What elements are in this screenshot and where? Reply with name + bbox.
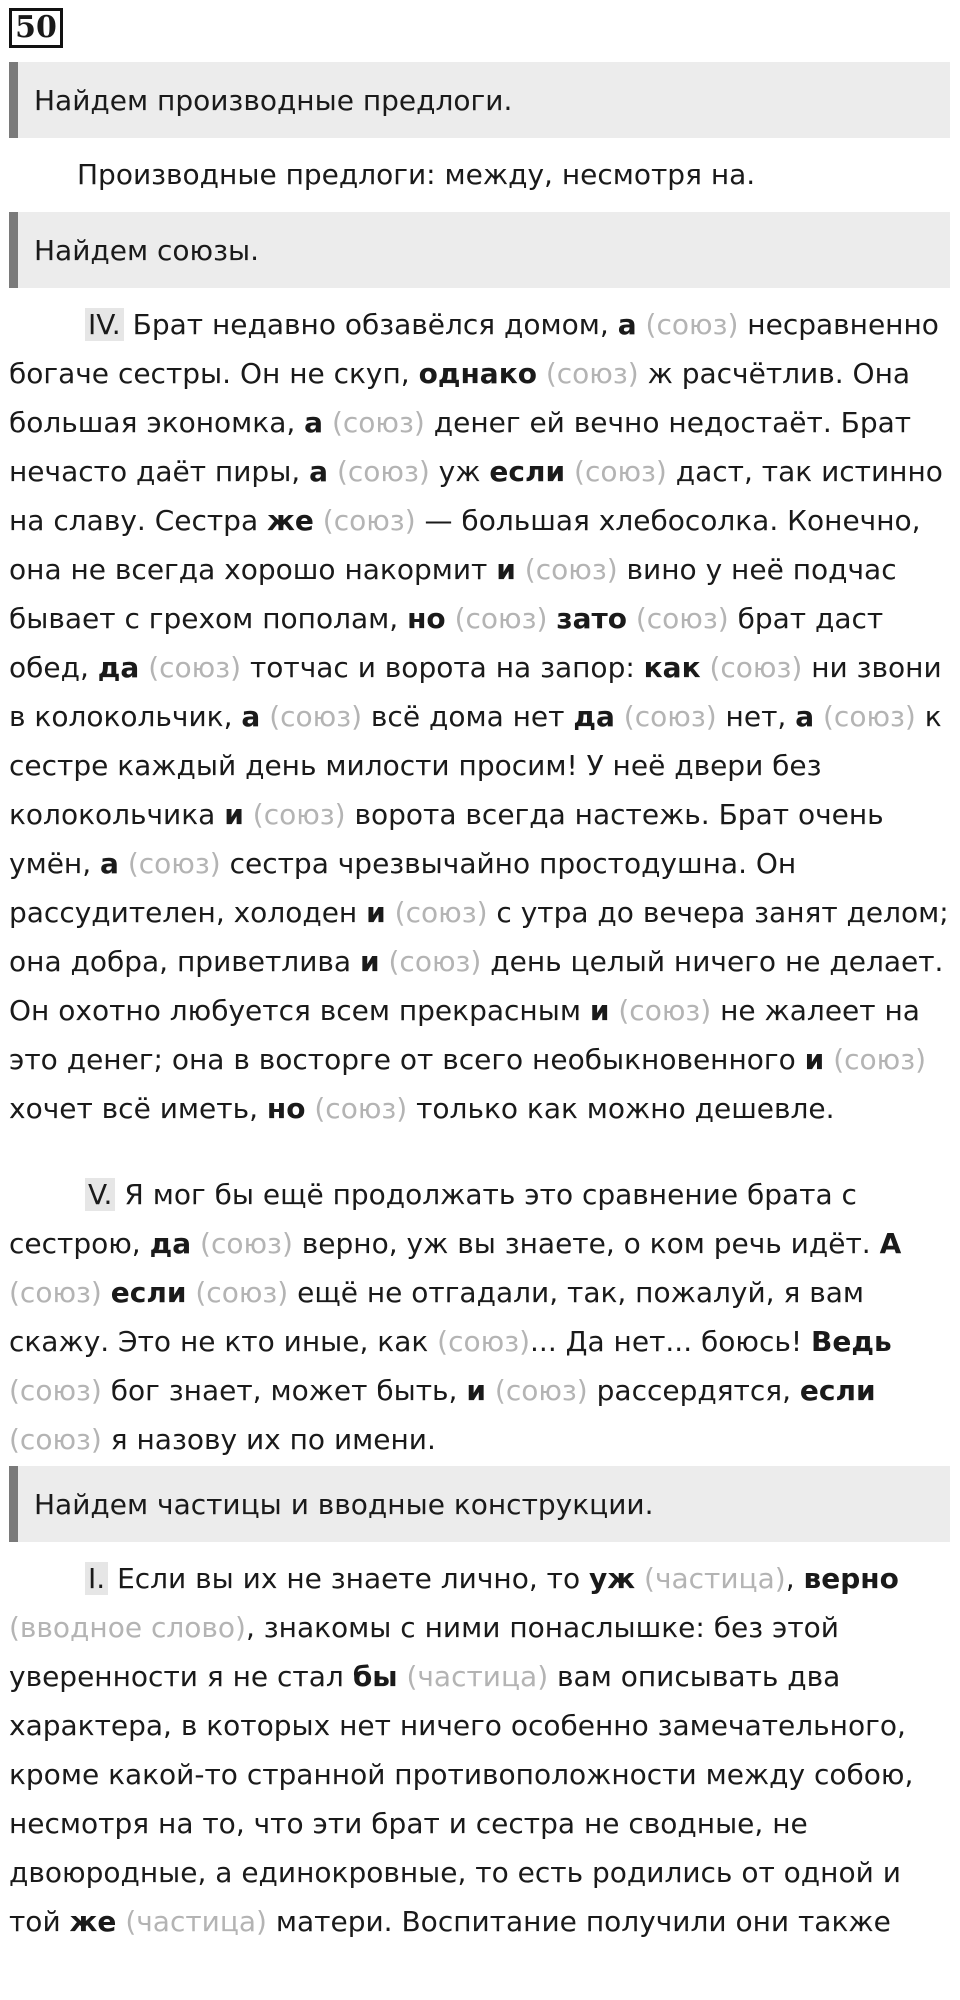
grammar-annotation: (союз) bbox=[9, 1374, 102, 1407]
text-segment: с утра до вечера занят делом; она добра, приветлива bbox=[9, 896, 949, 978]
text-segment: не жалеет на это денег; она в восторге от всего необыкновенного bbox=[9, 994, 920, 1076]
highlighted-word: однако bbox=[418, 357, 537, 390]
highlighted-word: а bbox=[795, 700, 815, 733]
grammar-annotation: (союз) bbox=[494, 1374, 588, 1407]
text-segment: Брат недавно обзавёлся домом, bbox=[123, 308, 618, 341]
text-segment: ж расчётлив. Она большая экономка, bbox=[9, 357, 911, 439]
grammar-annotation: (союз) bbox=[9, 1423, 102, 1456]
text-segment: вино у неё подчас бывает с грехом пополам, bbox=[9, 553, 897, 635]
grammar-annotation: (союз) bbox=[574, 455, 667, 488]
text-segment bbox=[547, 602, 556, 635]
paragraph-i bbox=[9, 1554, 953, 1946]
text-segment bbox=[386, 896, 395, 929]
highlighted-word: но bbox=[266, 1092, 306, 1125]
text-segment bbox=[446, 602, 455, 635]
text-segment bbox=[615, 700, 624, 733]
text-segment: вам описывать два характера, в которых нет ничего особенно замечательного, кроме какой-то странной противоположности между собою, несмотря на то, что эти брат и сестра не сводные, не двоюродные, а единокровные, то есть родились от одной и той bbox=[9, 1660, 914, 1938]
highlighted-word: а bbox=[309, 455, 329, 488]
grammar-annotation: (союз) bbox=[394, 896, 488, 929]
heading-text: Найдем производные предлоги. bbox=[34, 83, 513, 117]
text-segment bbox=[637, 308, 646, 341]
text-segment bbox=[814, 700, 823, 733]
text-segment: Если вы их не знаете лично, то bbox=[108, 1562, 589, 1595]
highlighted-word: бы bbox=[352, 1660, 398, 1693]
highlighted-word: а bbox=[100, 847, 119, 880]
highlighted-word: А bbox=[879, 1227, 902, 1260]
text-segment: ... Да нет... боюсь! bbox=[530, 1325, 811, 1358]
heading-text: Найдем союзы. bbox=[34, 233, 260, 267]
highlighted-word: Ведь bbox=[811, 1325, 892, 1358]
text-segment bbox=[191, 1227, 200, 1260]
grammar-annotation: (частица) bbox=[125, 1905, 267, 1938]
text-segment bbox=[314, 504, 323, 537]
text-segment: я назову их по имени. bbox=[101, 1423, 436, 1456]
grammar-annotation: (союз) bbox=[252, 798, 346, 831]
text-segment bbox=[824, 1043, 833, 1076]
grammar-annotation: (союз) bbox=[269, 700, 363, 733]
text-segment bbox=[635, 1562, 644, 1595]
text-segment bbox=[328, 455, 337, 488]
grammar-annotation: (союз) bbox=[823, 700, 916, 733]
highlighted-word: и bbox=[359, 945, 380, 978]
grammar-annotation: (вводное слово) bbox=[9, 1611, 246, 1644]
grammar-annotation: (частица) bbox=[644, 1562, 786, 1595]
highlighted-word: но bbox=[407, 602, 446, 635]
grammar-annotation: (союз) bbox=[709, 651, 803, 684]
text-segment bbox=[119, 847, 128, 880]
highlighted-word: же bbox=[267, 504, 314, 537]
text-segment: матери. Воспитание получили они также bbox=[266, 1905, 891, 1938]
grammar-annotation: (союз) bbox=[623, 700, 717, 733]
text-segment: ни звони в колокольчик, bbox=[9, 651, 942, 733]
paragraph-marker: V. bbox=[85, 1178, 115, 1211]
text-segment: день целый ничего не делает. Он охотно любуется всем прекрасным bbox=[9, 945, 944, 1027]
grammar-annotation: (союз) bbox=[195, 1276, 289, 1309]
grammar-annotation: (союз) bbox=[336, 455, 430, 488]
text-segment: несравненно богаче сестры. Он не скуп, bbox=[9, 308, 939, 390]
grammar-annotation: (союз) bbox=[127, 847, 221, 880]
grammar-annotation: (союз) bbox=[454, 602, 548, 635]
grammar-annotation: (частица) bbox=[406, 1660, 549, 1693]
highlighted-word: да bbox=[97, 651, 140, 684]
grammar-annotation: (союз) bbox=[618, 994, 712, 1027]
text-segment: Я мог бы ещё продолжать это сравнение брата с сестрою, bbox=[9, 1178, 857, 1260]
grammar-annotation: (союз) bbox=[388, 945, 482, 978]
text-segment: — большая хлебосолка. Конечно, она не всегда хорошо накормит bbox=[9, 504, 921, 586]
grammar-annotation: (союз) bbox=[200, 1227, 293, 1260]
text-segment: верно, уж вы знаете, о ком речь идёт. bbox=[292, 1227, 880, 1260]
text-segment: ворота всегда настежь. Брат очень умён, bbox=[9, 798, 884, 880]
text-segment: уж bbox=[429, 455, 490, 488]
highlighted-word: а bbox=[241, 700, 261, 733]
highlighted-word: а bbox=[617, 308, 637, 341]
highlighted-word: если bbox=[799, 1374, 876, 1407]
text-segment: всё дома нет bbox=[362, 700, 574, 733]
highlighted-word: и bbox=[496, 553, 516, 586]
text-segment bbox=[116, 1905, 125, 1938]
text-segment: даст, так истинно на славу. Сестра bbox=[9, 455, 943, 537]
text-segment bbox=[516, 553, 525, 586]
highlighted-word: да bbox=[149, 1227, 192, 1260]
grammar-annotation: (союз) bbox=[545, 357, 639, 390]
highlighted-word: да bbox=[573, 700, 615, 733]
paragraph-v bbox=[9, 1170, 953, 1464]
text-segment: сестра чрезвычайно простодушна. Он рассудителен, холоден bbox=[9, 847, 797, 929]
text-segment bbox=[486, 1374, 495, 1407]
text-segment: к сестре каждый день милости просим! У неё двери без колокольчика bbox=[9, 700, 942, 831]
text-segment: рассердятся, bbox=[587, 1374, 800, 1407]
highlighted-word: же bbox=[69, 1905, 117, 1938]
text-segment bbox=[627, 602, 636, 635]
text-segment: брат даст обед, bbox=[9, 602, 884, 684]
highlighted-word: а bbox=[304, 406, 324, 439]
text-segment bbox=[102, 1276, 111, 1309]
highlighted-word: и bbox=[589, 994, 610, 1027]
text-segment bbox=[537, 357, 546, 390]
paragraph-marker: I. bbox=[85, 1562, 108, 1595]
highlighted-word: верно bbox=[803, 1562, 899, 1595]
grammar-annotation: (союз) bbox=[331, 406, 425, 439]
grammar-annotation: (союз) bbox=[645, 308, 739, 341]
text-segment: ещё не отгадали, так, пожалуй, я вам скажу. Это не кто иные, как bbox=[9, 1276, 864, 1358]
section-heading-prepositions bbox=[9, 62, 950, 138]
grammar-annotation: (союз) bbox=[833, 1043, 927, 1076]
text-segment bbox=[565, 455, 574, 488]
heading-text: Найдем частицы и вводные конструкции. bbox=[34, 1487, 654, 1521]
grammar-annotation: (союз) bbox=[437, 1325, 531, 1358]
highlighted-word: если bbox=[110, 1276, 187, 1309]
highlighted-word: если bbox=[489, 455, 566, 488]
text-segment: бог знает, может быть, bbox=[101, 1374, 467, 1407]
prepositions-answer: Производные предлоги: между, несмотря на. bbox=[77, 158, 756, 191]
grammar-annotation: (союз) bbox=[322, 504, 416, 537]
grammar-annotation: (союз) bbox=[9, 1276, 102, 1309]
highlighted-word: уж bbox=[589, 1562, 636, 1595]
text-segment bbox=[323, 406, 332, 439]
text-segment bbox=[139, 651, 148, 684]
highlighted-word: зато bbox=[556, 602, 627, 635]
text-segment: тотчас и ворота на запор: bbox=[241, 651, 644, 684]
highlighted-word: и bbox=[366, 896, 386, 929]
highlighted-word: как bbox=[643, 651, 701, 684]
highlighted-word: и bbox=[466, 1374, 486, 1407]
grammar-annotation: (союз) bbox=[314, 1092, 408, 1125]
grammar-annotation: (союз) bbox=[524, 553, 618, 586]
text-segment: , bbox=[785, 1562, 804, 1595]
task-number-box: 50 bbox=[9, 8, 63, 48]
text-segment: хочет всё иметь, bbox=[9, 1092, 267, 1125]
text-segment bbox=[380, 945, 389, 978]
highlighted-word: и bbox=[804, 1043, 825, 1076]
text-segment: только как можно дешевле. bbox=[407, 1092, 835, 1125]
section-heading-particles bbox=[9, 1466, 950, 1542]
text-segment: , знакомы с ними понаслышке: без этой уверенности я не стал bbox=[9, 1611, 839, 1693]
text-segment bbox=[260, 700, 269, 733]
paragraph-iv bbox=[9, 300, 953, 1133]
grammar-annotation: (союз) bbox=[148, 651, 242, 684]
grammar-annotation: (союз) bbox=[635, 602, 729, 635]
text-segment: нет, bbox=[716, 700, 796, 733]
highlighted-word: и bbox=[224, 798, 244, 831]
text-segment: денег ей вечно недостаёт. Брат нечасто даёт пиры, bbox=[9, 406, 912, 488]
text-segment bbox=[244, 798, 253, 831]
section-heading-conjunctions bbox=[9, 212, 950, 288]
paragraph-marker: IV. bbox=[85, 308, 124, 341]
